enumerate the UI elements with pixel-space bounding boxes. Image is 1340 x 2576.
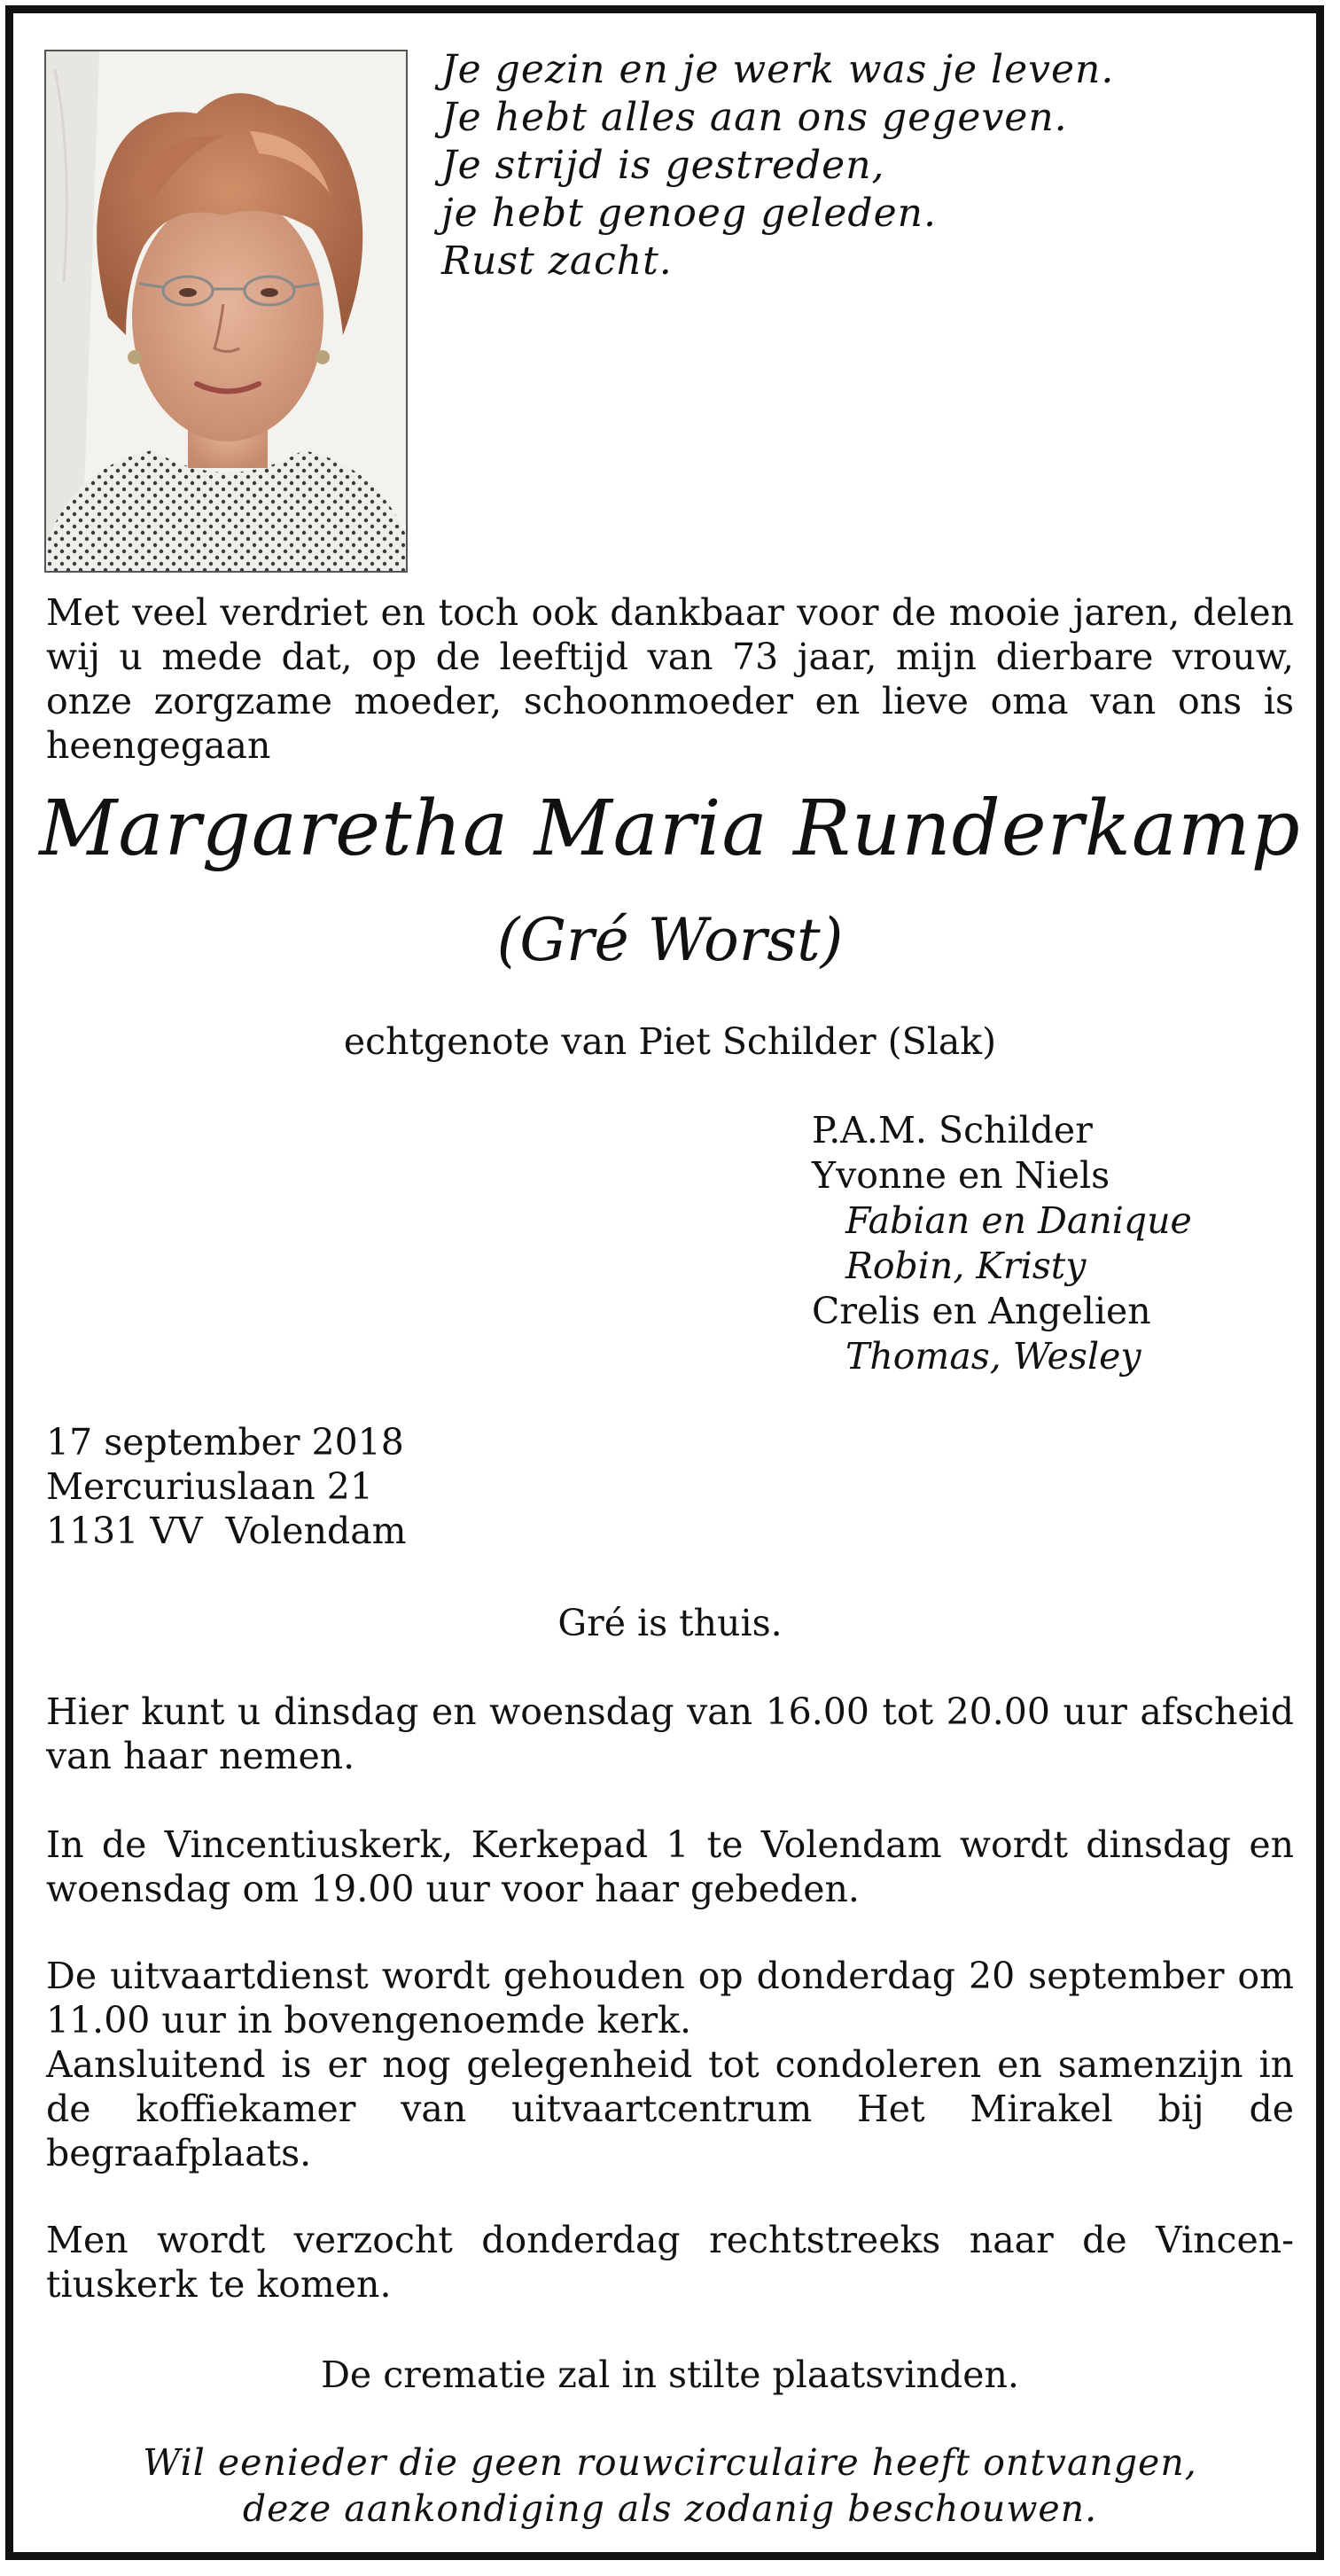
poem [441,46,1292,285]
deceased-name: Margaretha Maria Runderkamp [39,785,1301,873]
family-list [812,1108,1308,1379]
announcement-date: 17 september 2018 [46,1421,404,1464]
closing-note [0,2439,1340,2532]
address-street: Mercuriuslaan 21 [46,1465,373,1508]
closing-line: deze aankondiging als zodanig beschouwen. [242,2487,1098,2530]
portrait-photo [44,50,408,573]
home-note: Gré is thuis. [557,1602,783,1644]
family-child: Yvonne en Niels [812,1154,1110,1197]
deceased-nickname: (Gré Worst) [496,906,844,974]
intro-paragraph: Met veel verdriet en toch ook dankbaar voor de mooie jaren, delen wij u mede dat, op de leeftijd van 73 jaar, mijn dierbare vrouw, onze zorgzame moeder, schoonmoeder en lieve oma van ons is heengegaan [46,591,1294,767]
poem-line: je hebt genoeg geleden. [441,191,937,236]
funeral-service-paragraph: De uitvaartdienst wordt gehouden op donderdag 20 september om 11.00 uur in bovengenoemde kerk. [46,1955,1294,2041]
address-city: 1131 VV Volendam [46,1510,407,1552]
family-grandchildren: Fabian en Danique [845,1199,1192,1242]
direct-note-paragraph: Men wordt verzocht donderdag rechtstreeks naar de Vincentiuskerk te komen. [46,2219,1294,2306]
address-block [46,1420,666,1553]
family-grandchildren: Thomas, Wesley [845,1335,1141,1378]
closing-line: Wil eenieder die geen rouwcirculaire heeft ontvangen, [143,2441,1197,2484]
family-grandchildren: Robin, Kristy [845,1245,1087,1287]
poem-line: Je hebt alles aan ons gegeven. [441,95,1068,140]
visitation-paragraph: Hier kunt u dinsdag en woensdag van 16.00 tot 20.00 uur afscheid van haar nemen. [46,1690,1294,1777]
cremation-note: De crematie zal in stilte plaatsvinden. [321,2354,1019,2396]
family-husband: P.A.M. Schilder [812,1109,1093,1151]
family-child: Crelis en Angelien [812,1290,1151,1332]
poem-line: Rust zacht. [441,238,673,284]
poem-line: Je strijd is gestreden, [441,143,885,188]
poem-line: Je gezin en je werk was je leven. [441,47,1115,92]
spouse-line: echtgenote van Piet Schilder (Slak) [343,1020,997,1063]
condolence-paragraph: Aansluitend is er nog gelegenheid tot condoleren en samenzijn in de koffiekamer van uitvaartcentrum Het Mirakel bij de begraafplaats. [46,2043,1294,2174]
prayer-paragraph: In de Vincentiuskerk, Kerkepad 1 te Volendam wordt dinsdag en woensdag om 19.00 uur voor haar gebeden. [46,1823,1294,1910]
